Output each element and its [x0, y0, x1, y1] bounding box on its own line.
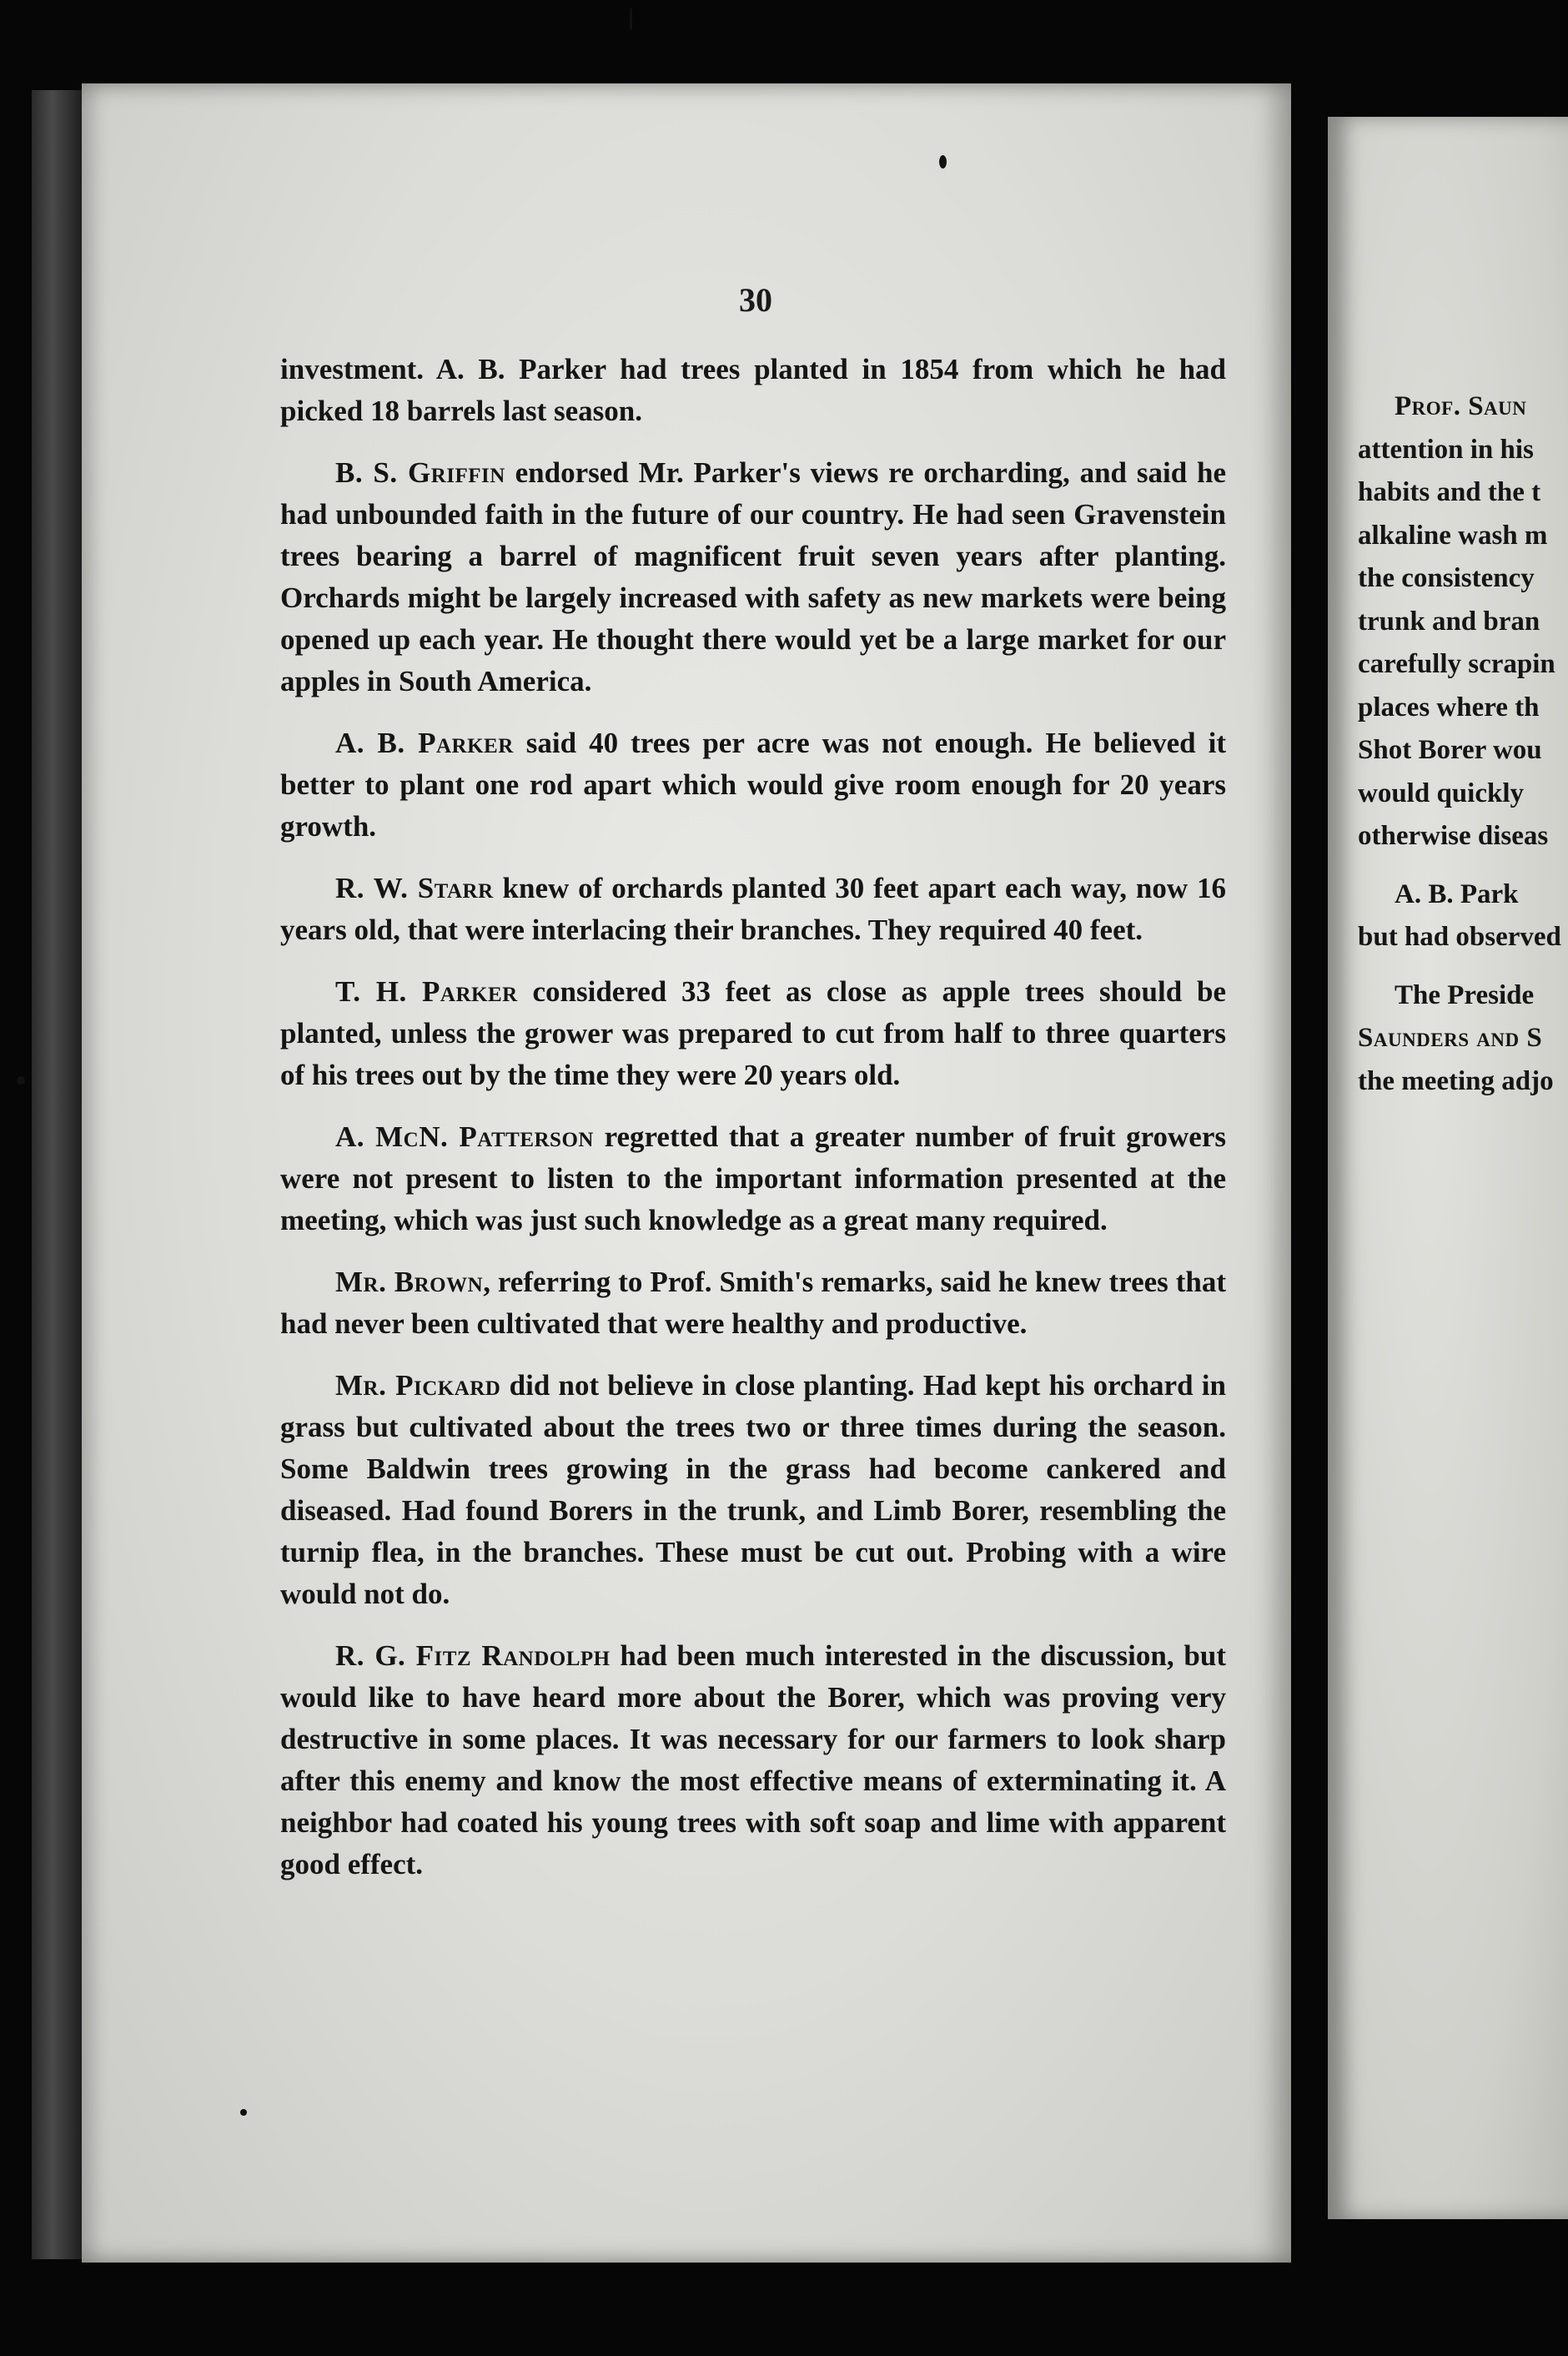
facing-line: attention in his	[1358, 434, 1534, 465]
facing-line: the consistency	[1358, 563, 1535, 593]
facing-line: but had observed	[1358, 922, 1561, 952]
facing-line: carefully scrapin	[1358, 649, 1555, 679]
ink-speck	[939, 155, 947, 169]
facing-line: places where th	[1358, 692, 1540, 722]
speaker-name: B. S. Griffin	[335, 456, 505, 489]
facing-line: the meeting adjo	[1358, 1065, 1554, 1096]
speaker-name: Mr. Pickard	[335, 1369, 501, 1402]
paragraph-text: endorsed Mr. Parker's views re orcharding, and said he had unbounded faith in the future of our country. He had seen Gravenstein trees bearing a barrel of magnificent fruit seven years after planting. Orchards might be largely increased with safety as new markets were being opened up each year. He thought there would yet be a large market for our apples in South America.	[280, 456, 1226, 697]
paragraph-text: investment. A. B. Parker had trees planted in 1854 from which he had picked 18 barrels last season.	[280, 353, 1226, 427]
page-number: 30	[739, 281, 772, 319]
facing-line: The Preside	[1395, 979, 1535, 1010]
paragraph-text: considered 33 feet as close as apple trees should be planted, unless the grower was prepared to cut from half to three quarters of his trees out by the time they were 20 years old.	[280, 975, 1226, 1091]
speaker-name: A. McN. Patterson	[335, 1120, 594, 1153]
paragraph	[280, 1365, 1226, 1615]
paragraph	[280, 1261, 1226, 1345]
facing-line: otherwise diseas	[1358, 821, 1549, 851]
speaker-name: Mr. Brown	[335, 1266, 484, 1298]
facing-line: Prof. Saun	[1395, 391, 1527, 421]
facing-line: Shot Borer wou	[1358, 735, 1542, 765]
facing-line: Saunders and S	[1358, 1023, 1543, 1053]
facing-line: A. B. Park	[1395, 878, 1519, 909]
paragraph-text: did not believe in close planting. Had kept his orchard in grass but cultivated about the trees two or three times during the season. Some Baldwin trees growing in the grass had become cankered and diseased. Had found Borers in the trunk, and Limb Borer, resembling the turnip flea, in the branches. These must be cut out. Probing with a wire would not do.	[280, 1369, 1226, 1610]
paragraph	[280, 452, 1226, 702]
facing-page	[1328, 117, 1568, 2219]
paragraph	[280, 1116, 1226, 1241]
paragraph-text: , referring to Prof. Smith's remarks, said he knew trees that had never been cultivated that were healthy and productive.	[280, 1266, 1226, 1340]
speaker-name: R. G. Fitz Randolph	[335, 1639, 611, 1672]
paragraph-text: had been much interested in the discussion, but would like to have heard more about the Borer, which was proving very destructive in some places. It was necessary for our farmers to look sharp after this enemy and know the most effective means of exterminating it. A neighbor had coated his young trees with soft soap and lime with apparent good effect.	[280, 1639, 1226, 1880]
paragraph-text: knew of orchards planted 30 feet apart each way, now 16 years old, that were interlacing their branches. They required 40 feet.	[280, 872, 1226, 946]
paragraph	[280, 349, 1226, 432]
speaker-name: A. B. Parker	[335, 727, 514, 759]
facing-line: trunk and bran	[1358, 606, 1540, 637]
paragraph	[280, 971, 1226, 1096]
ink-speck	[630, 8, 632, 30]
ink-speck	[17, 1076, 25, 1085]
paragraph	[280, 868, 1226, 951]
facing-page-text	[1358, 385, 1568, 1103]
binding-gutter	[32, 90, 83, 2259]
speaker-name: T. H. Parker	[335, 975, 518, 1008]
page-body	[280, 349, 1226, 1905]
facing-line: alkaline wash m	[1358, 520, 1548, 551]
paragraph-text: said 40 trees per acre was not enough. He believed it better to plant one rod apart which would give room enough for 20 years growth.	[280, 727, 1226, 843]
speaker-name: R. W. Starr	[335, 872, 494, 904]
facing-line: habits and the t	[1358, 477, 1541, 507]
paragraph	[280, 1635, 1226, 1885]
facing-line: would quickly	[1358, 778, 1524, 808]
ink-speck	[240, 2109, 247, 2116]
paragraph	[280, 722, 1226, 848]
paragraph-text: regretted that a greater number of fruit growers were not present to listen to the important information presented at the meeting, which was just such knowledge as a great many required.	[280, 1120, 1226, 1236]
